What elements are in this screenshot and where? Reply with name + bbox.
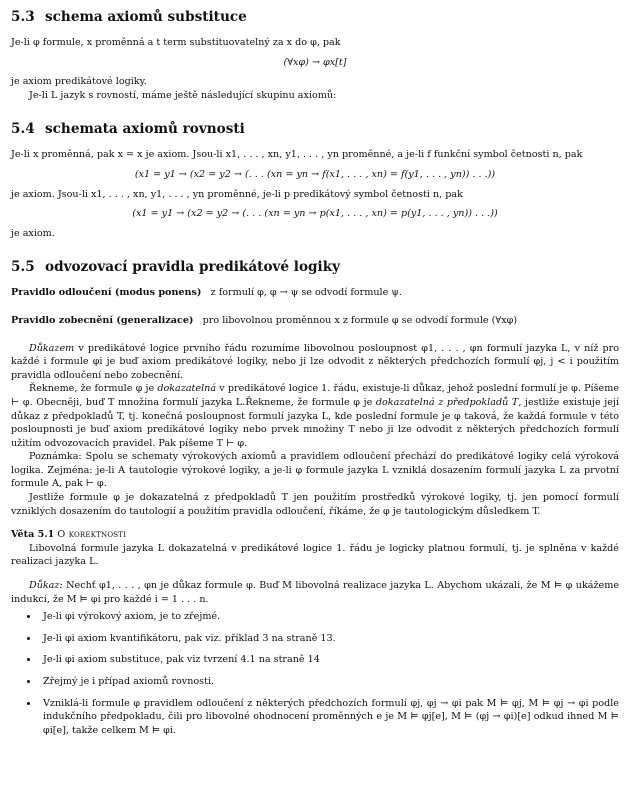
section-heading-5-3 [11,8,619,26]
proof-definition-paragraph [11,342,619,383]
theorem-statement: Libovolná formule jazyka L dokazatelná v predikátové logice 1. řádu je logicky platnou formulí, tj. je splněna v každé realizaci jazyka L. [11,542,619,568]
paragraph-heading: Pravidlo zobecnění (generalizace) [11,314,194,326]
list-item: • Vzniklá-li formule φ pravidlem odloučení z některých předchozích formulí φj, φj → φi pak M ⊨ φj, M ⊨ φj → φi podle indukčního předpokladu, čili pro libovolné ohodnocení proměnných e je M ⊨ φj[e], M ⊨ (φj → φi)[e] odkud ihned M ⊨ φi[e], takže celkem M ⊨ φi. [39,697,619,738]
proof-case-list [11,610,619,737]
remark-paragraph: Poznámka: Spolu se schematy výrokových axiomů a pravidlem odloučení přechází do predikátové logiky celá výroková logika. Zejména: je-li A tautologie výrokové logiky, a je-li φ formule jazyka L vzniklá dosazením formulí jazyka L za prvotní formule A, pak ⊢ φ. [11,451,619,490]
paragraph-text: Řekneme, že formule φ je [29,383,155,395]
section-number: 5.5 [11,259,35,276]
display-formula: (x1 = y1 → (x2 = y2 → (. . . (xn = yn → f(x1, . . . , xn) = f(y1, . . . , yn)) . . .)) [134,168,496,180]
paragraph: Je-li φ formule, x proměnná a t term substituovatelný za x do φ, pak [11,37,341,48]
paragraph: je axiom. Jsou-li x1, . . . , xn, y1, . . . , yn proměnné, je-li p predikátový symbol četnosti n, pak [11,188,463,200]
display-formula: (x1 = y1 → (x2 = y2 → (. . . (xn = yn → p(x1, . . . , xn) = p(y1, . . . , yn)) . . .)) [132,208,498,220]
paragraph-heading: Pravidlo odloučení (modus ponens) [11,287,202,299]
paragraph-text: Nechť φ1, . . . , φn je důkaz formule φ. Buď M libovolná realizace jazyka L. Abychom ukázali, že M ⊨ φ ukážeme indukcí, že M ⊨ φi pro každé i = 1 . . . n. [11,580,619,605]
list-item: • Je-li φi výrokový axiom, je to zřejmé. [39,610,619,624]
list-item: • Je-li φi axiom kvantifikátoru, pak viz. příklad 3 na straně 13. [39,632,619,646]
emphasized-term: Důkazem [29,342,75,354]
provable-definition-paragraph [11,382,619,450]
theorem-label: Věta 5.1 [11,529,55,541]
paragraph-modus-ponens [11,286,619,300]
paragraph-text: pro libovolnou proměnnou x z formule φ se odvodí formule (∀xφ) [202,314,518,326]
paragraph: je axiom predikátové logiky. [11,76,147,88]
display-formula: (∀xφ) → φx[t] [283,56,347,68]
emphasized-term: dokazatelná z předpokladů T [375,396,519,408]
theorem-heading [11,528,619,542]
section-title: schemata axiomů rovnosti [45,121,245,138]
section-title: odvozovací pravidla predikátové logiky [45,259,341,276]
section-number: 5.4 [11,121,35,138]
paragraph: Je-li x proměnná, pak x = x je axiom. Jsou-li x1, . . . , xn, y1, . . . , yn proměnné, a je-li f funkční symbol četnosti n, pak [11,149,583,161]
emphasized-term: dokazatelná [157,383,217,395]
section-heading-5-4 [11,120,619,138]
paragraph-generalization [11,314,619,328]
proof-label: Důkaz: [29,580,63,592]
paragraph: Je-li L jazyk s rovností, máme ještě následující skupinu axiomů: [29,89,337,101]
paragraph-text: , jestliže existuje její důkaz z předpokladů T, tj. konečná posloupnost formulí jazyka L, kde poslední formule je φ taková, že každá formule v této posloupnosti je buď axiom predikátové logiky nebo prvek množiny T nebo ji lze odvodit z některých předchozích formulí užitím odvozovacích pravidel. Pak píšeme T ⊢ φ. [11,396,619,449]
section-title: schema axiomů substituce [45,9,247,25]
paragraph: je axiom. [11,227,55,239]
section-number: 5.3 [11,9,35,25]
section-heading-5-5 [11,258,619,276]
theorem-name: O korektnosti [57,529,127,541]
list-item: • Je-li φi axiom substituce, pak viz tvrzení 4.1 na straně 14 [39,653,619,667]
paragraph-text: v predikátové logice 1. řádu, existuje-li důkaz, jehož poslední formulí je φ. Píšeme ⊢ φ. Obecněji, buď T množina formulí jazyka L.Řekneme, že formule φ je [11,383,619,408]
proof-paragraph [11,579,619,606]
tautology-paragraph: Jestliže formule φ je dokazatelná z předpokladů T jen použitím prostředků výrokové logiky, tj. jen pomocí formulí vzniklých dosazením do tautologií a použitím pravidla odloučení, říkáme, že φ je tautologickým důsledkem T. [11,492,619,517]
paragraph-text: z formulí φ, φ → ψ se odvodí formule ψ. [210,287,402,299]
paragraph-text: v predikátové logice prvního řádu rozumíme libovolnou posloupnost φ1, . . . , φn formulí jazyka L, v níž pro každé i formule φi je buď axiom predikátové logiky, nebo ji lze odvodit z některých předchozích formulí φj, j < i použitím pravidla odloučení nebo zobecnění. [11,342,619,381]
list-item: • Zřejmý je i případ axiomů rovnosti. [39,675,619,689]
